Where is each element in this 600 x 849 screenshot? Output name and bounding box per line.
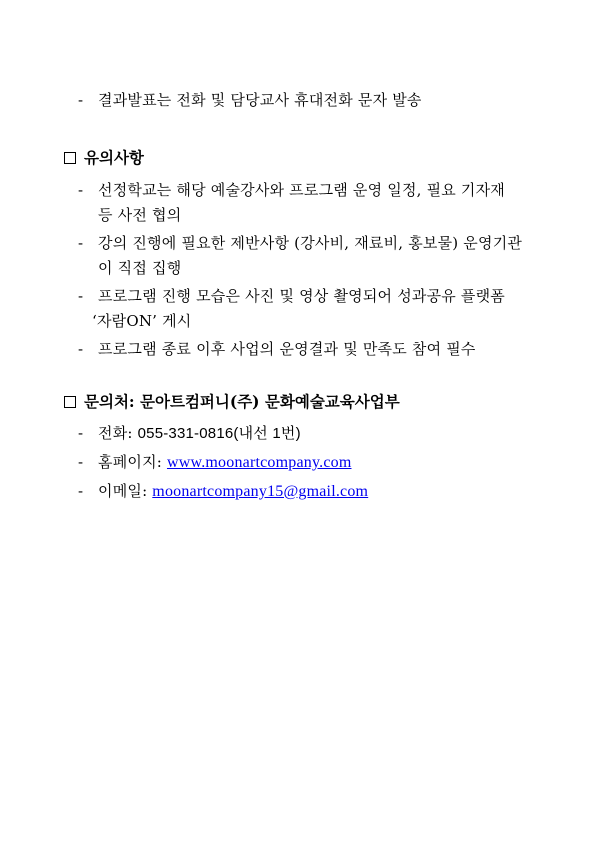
bullet-dash: -	[78, 234, 84, 252]
contact-heading-text: 문의처: 문아트컴퍼니(주) 문화예술교육사업부	[84, 392, 400, 411]
intro-line	[78, 90, 422, 110]
bullet-dash: -	[78, 340, 84, 358]
homepage-link[interactable]: www.moonartcompany.com	[166, 454, 352, 471]
bullet-dash: -	[78, 424, 84, 442]
notes-item-2-line2: 이 직접 집행	[98, 259, 182, 277]
contact-homepage-line	[78, 452, 352, 473]
bullet-dash: -	[78, 482, 84, 500]
notes-item-4-line1: 프로그램 종료 이후 사업의 운영결과 및 만족도 참여 필수	[98, 340, 476, 358]
notes-item-3	[78, 286, 505, 306]
notes-item-2	[78, 233, 522, 253]
notes-heading	[64, 148, 144, 168]
notes-item-1-line1: 선정학교는 해당 예술강사와 프로그램 운영 일정, 필요 기자재	[98, 181, 505, 199]
contact-email-label: 이메일:	[98, 482, 148, 500]
notes-item-2-cont	[98, 258, 181, 278]
intro-text: 결과발표는 전화 및 담당교사 휴대전화 문자 발송	[98, 91, 422, 109]
contact-email-line	[78, 481, 368, 502]
checkbox-square-icon	[64, 396, 76, 408]
notes-item-3-line1: 프로그램 진행 모습은 사진 및 영상 촬영되어 성과공유 플랫폼	[98, 287, 505, 305]
bullet-dash: -	[78, 181, 84, 199]
notes-item-3-cont	[92, 311, 192, 331]
notes-item-4	[78, 339, 476, 359]
checkbox-square-icon	[64, 152, 76, 164]
notes-item-3-line2: ‘자람ON’ 게시	[92, 312, 192, 330]
notes-item-2-line1: 강의 진행에 필요한 제반사항 (강사비, 재료비, 홍보물) 운영기관	[98, 234, 523, 252]
notes-item-1	[78, 180, 505, 200]
bullet-dash: -	[78, 453, 84, 471]
bullet-dash: -	[78, 91, 84, 109]
contact-homepage-label: 홈페이지:	[98, 453, 163, 471]
email-link[interactable]: moonartcompany15@gmail.com	[152, 483, 369, 500]
contact-phone-line	[78, 423, 301, 444]
notes-item-1-cont	[98, 205, 181, 225]
contact-heading	[64, 392, 400, 412]
bullet-dash: -	[78, 287, 84, 305]
contact-phone-label: 전화:	[98, 424, 133, 442]
contact-phone-value: 055-331-0816(내선 1번)	[137, 425, 301, 442]
notes-item-1-line2: 등 사전 협의	[98, 206, 182, 224]
notes-heading-text: 유의사항	[84, 148, 144, 167]
